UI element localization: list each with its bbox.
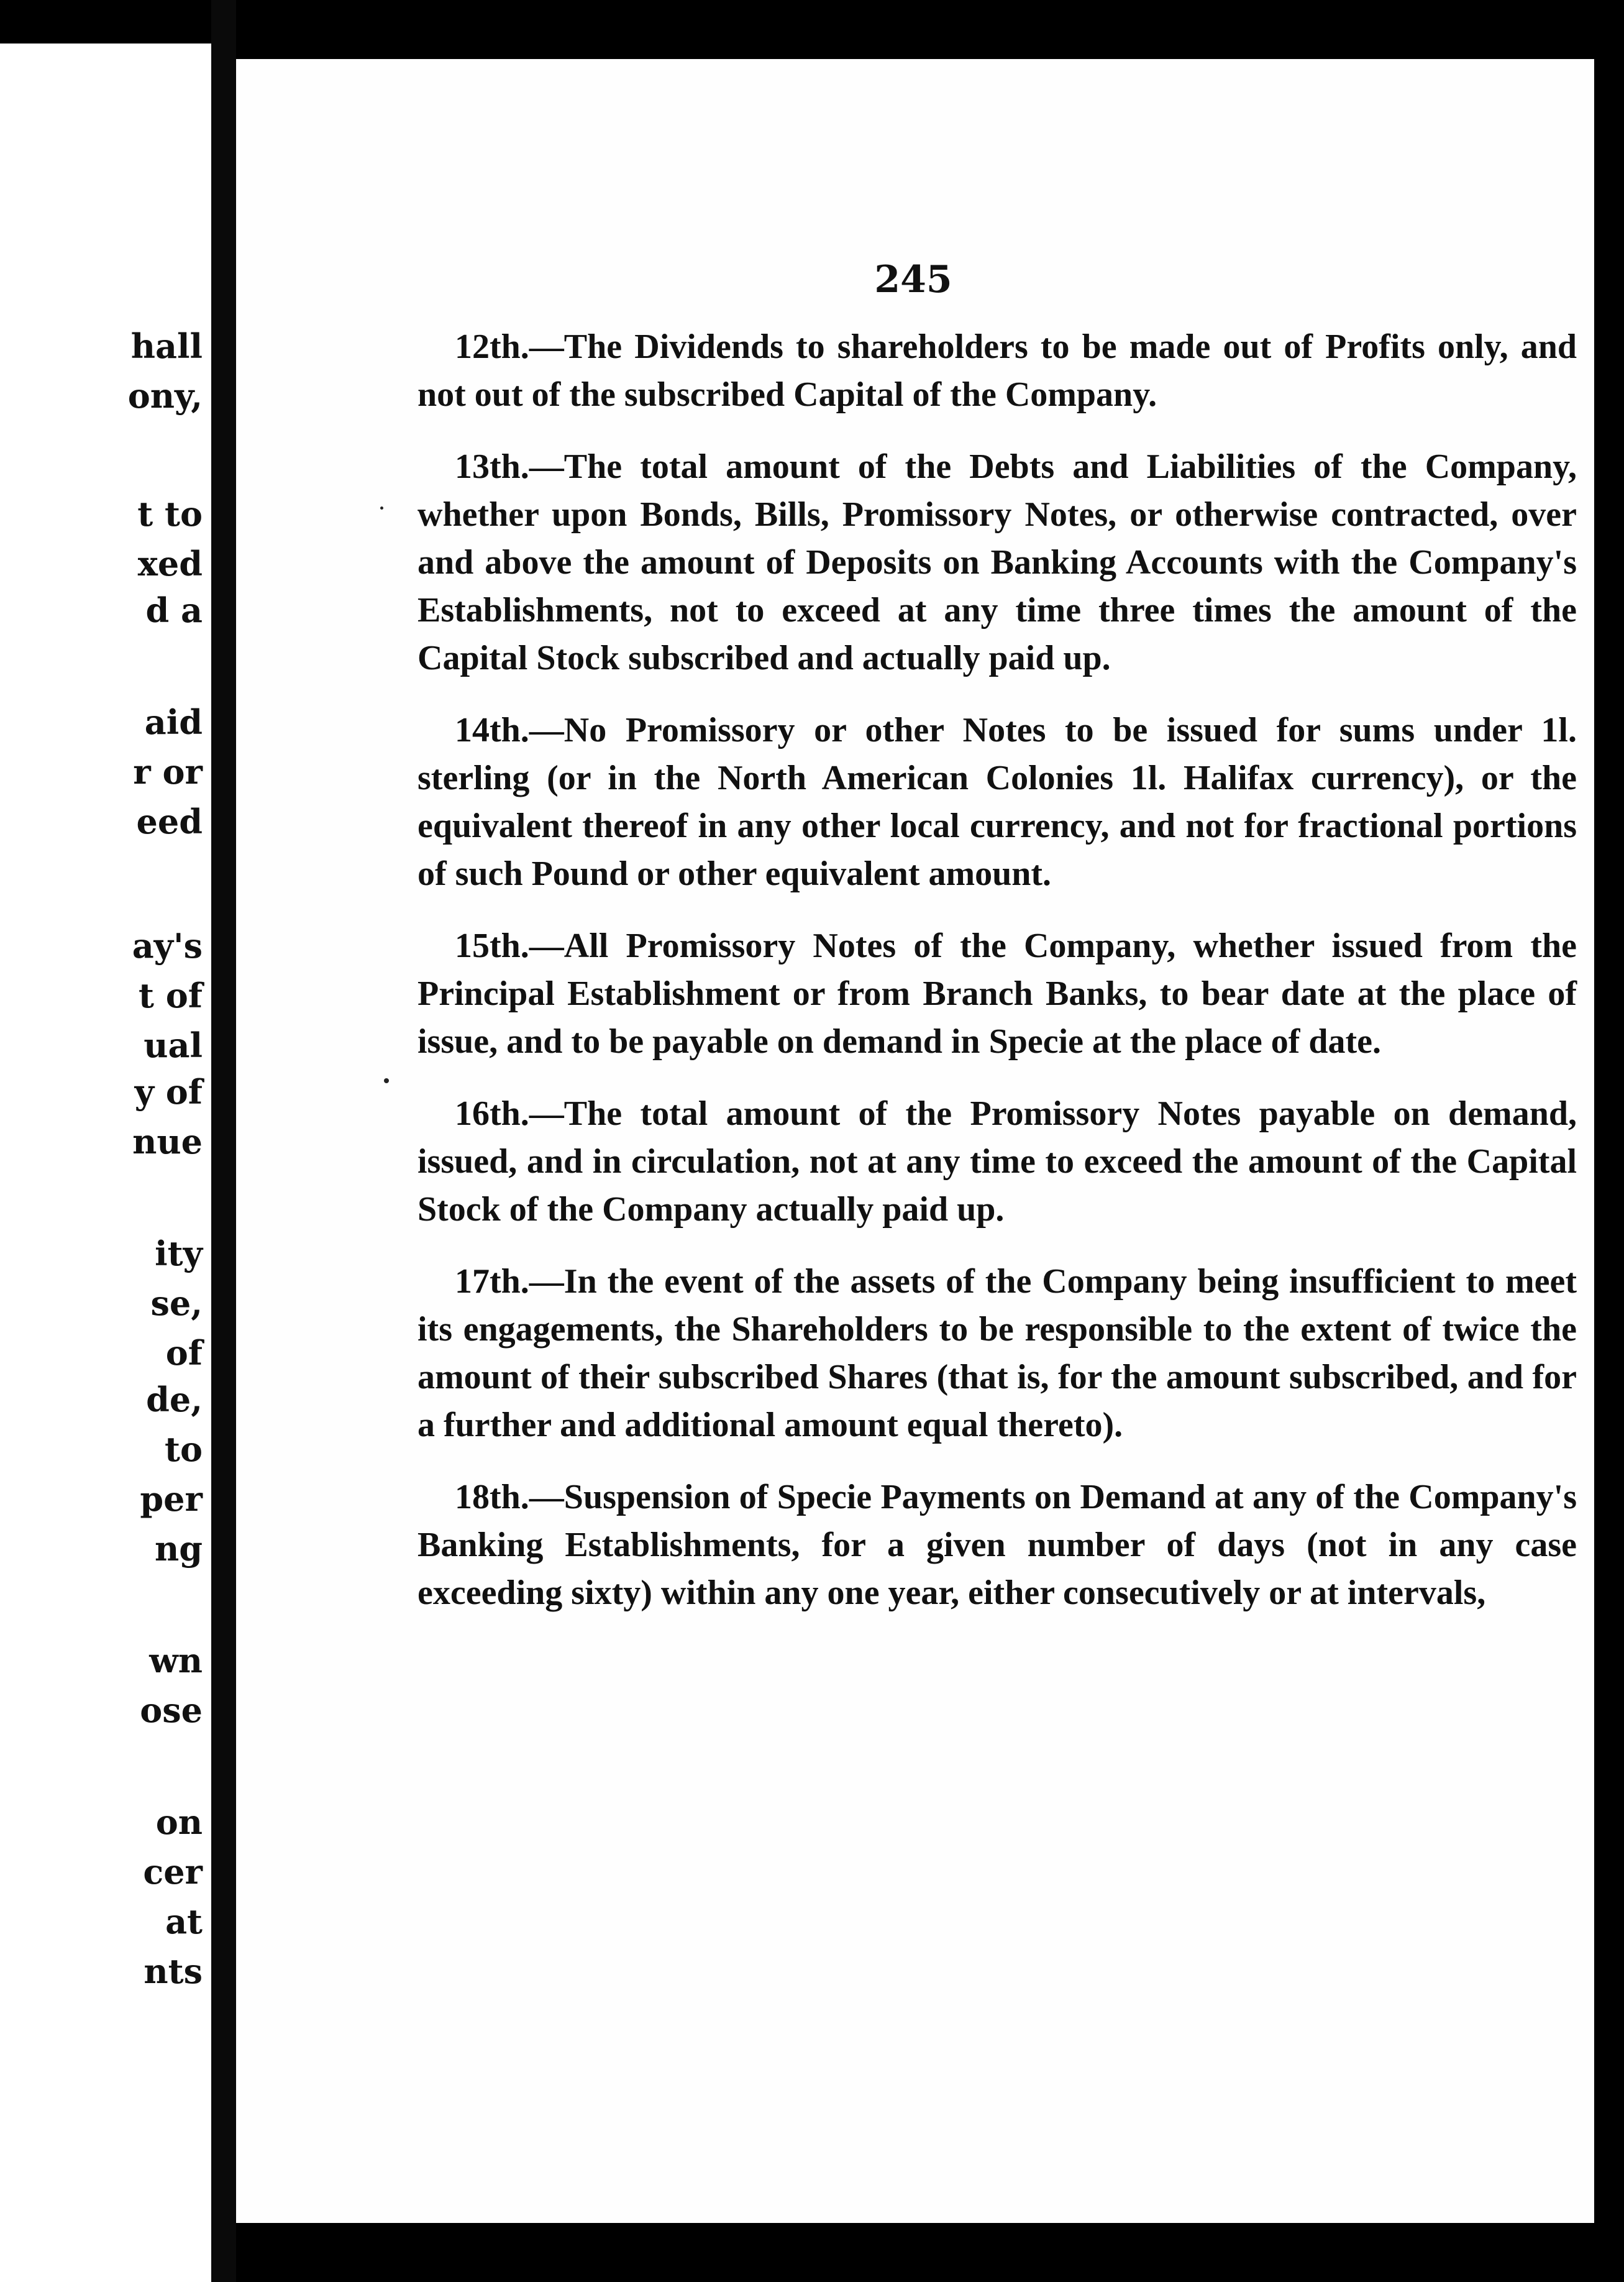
paragraph-17th: 17th.—In the event of the assets of the Company being insufficient to meet its engagements, the Shareholders to be responsible to the extent of twice the amount of their subscribed Shares (that is, for the amount subscribed, and for a further and additional amount equal thereto). — [417, 1262, 1577, 1444]
left-page-fragment: hall — [130, 326, 203, 366]
left-page-fragment: to — [165, 1429, 203, 1469]
left-page-fragment: ose — [140, 1690, 203, 1730]
left-page-fragment: nts — [144, 1951, 203, 1991]
book-gutter — [211, 0, 236, 2282]
left-page-fragment: xed — [137, 544, 203, 584]
left-page-fragment: at — [165, 1902, 203, 1941]
left-page-fragment: ay's — [132, 926, 203, 966]
left-page-fragment: on — [155, 1802, 203, 1842]
left-page-fragment: d a — [145, 590, 203, 630]
paragraph-18th: 18th.—Suspension of Specie Payments on Demand at any of the Company's Banking Establishments, for a given number of days (not in any case exceeding sixty) within any one year, either consecutively or at intervals, — [417, 1478, 1577, 1612]
left-page-fragment: nue — [132, 1122, 203, 1162]
left-page-fragment: t to — [137, 494, 203, 534]
left-page-fragment: t of — [139, 976, 203, 1015]
left-page-fragment: y of — [134, 1072, 203, 1112]
left-page-fragment: per — [140, 1479, 203, 1519]
left-facing-page — [0, 44, 211, 2282]
left-page-fragment: de, — [146, 1380, 203, 1419]
left-page-fragment: se, — [150, 1283, 203, 1323]
left-page-fragment: r or — [133, 752, 203, 792]
page-number: 245 — [874, 258, 952, 301]
ink-speck — [384, 1078, 389, 1083]
left-page-fragment: ual — [144, 1025, 203, 1065]
paragraph-16th: 16th.—The total amount of the Promissory Notes payable on demand, issued, and in circulation, not at any time to exceed the amount of the Capital Stock of the Company actually paid up. — [417, 1094, 1577, 1229]
left-page-fragment: eed — [136, 802, 203, 841]
left-page-fragment: ng — [154, 1529, 203, 1569]
left-page-fragment: of — [165, 1333, 203, 1373]
left-page-fragment: wn — [149, 1641, 203, 1680]
paragraph-12th: 12th.—The Dividends to shareholders to be made out of Profits only, and not out of the subscribed Capital of the Company. — [417, 328, 1577, 414]
left-page-fragment: ity — [155, 1234, 203, 1273]
page-body — [417, 323, 1577, 1641]
paragraph-14th: 14th.—No Promissory or other Notes to be issued for sums under 1l. sterling (or in the North American Colonies 1l. Halifax currency), or the equivalent thereof in any other local currency, and not for fractional portions of such Pound or other equivalent amount. — [417, 711, 1577, 893]
left-page-fragment: aid — [144, 702, 203, 742]
paragraph-13th: 13th.—The total amount of the Debts and Liabilities of the Company, whether upon Bonds, Bills, Promissory Notes, or otherwise contracted, over and above the amount of Deposits on Banking Accounts with the Company's Establishments, not to exceed at any time three times the amount of the Capital Stock subscribed and actually paid up. — [417, 447, 1577, 677]
paragraph-15th: 15th.—All Promissory Notes of the Company, whether issued from the Principal Establishment or from Branch Banks, to bear date at the place of issue, and to be payable on demand in Specie at the place of date. — [417, 927, 1577, 1061]
left-page-fragment: cer — [143, 1852, 203, 1892]
ink-speck — [380, 506, 383, 510]
main-page — [236, 59, 1594, 2223]
left-page-fragment: ony, — [127, 376, 203, 416]
